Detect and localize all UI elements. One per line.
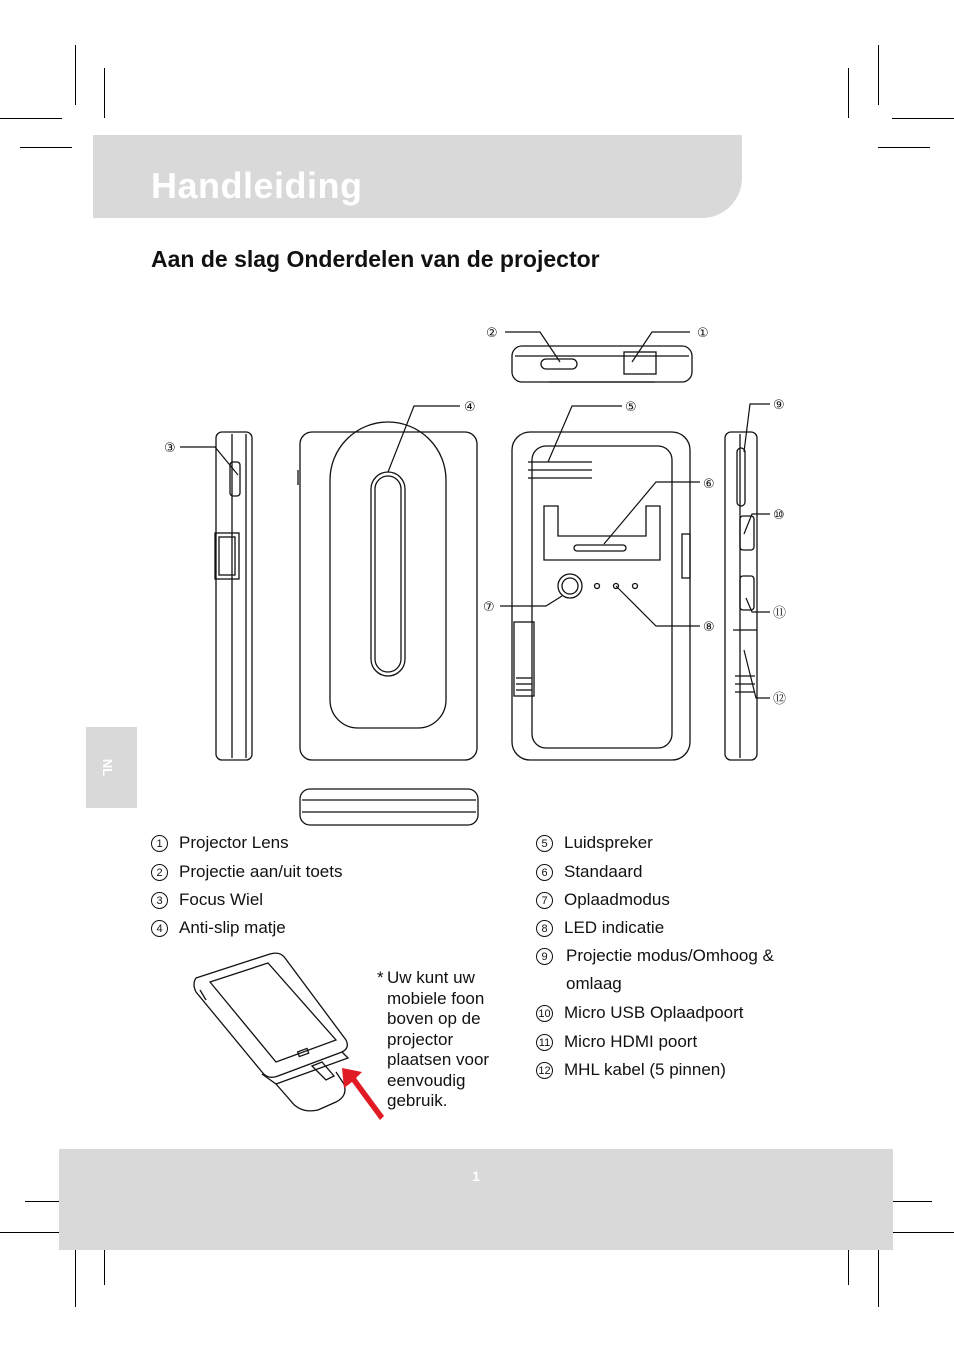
crop-mark	[75, 1245, 76, 1307]
legend-item	[536, 1003, 744, 1023]
legend-number: 1	[151, 835, 168, 852]
legend-label: Focus Wiel	[179, 890, 264, 909]
legend-label: Standaard	[564, 862, 643, 881]
note-text: Uw kunt uw mobiele foon boven op de projector plaatsen voor eenvoudig gebruik.	[387, 968, 490, 1110]
crop-mark	[892, 1232, 954, 1233]
legend-label: MHL kabel (5 pinnen)	[564, 1060, 726, 1079]
callout-4: ④	[464, 400, 476, 415]
legend-item	[536, 942, 776, 998]
legend-item	[536, 1032, 697, 1052]
callout-10: ⑩	[773, 508, 785, 523]
footer-bar	[59, 1149, 893, 1250]
callout-3: ③	[164, 441, 176, 456]
callout-12: ⑫	[773, 692, 787, 707]
projector-top-view	[512, 346, 692, 382]
callout-2: ②	[486, 326, 498, 341]
legend-number: 12	[536, 1062, 553, 1079]
callout-8: ⑧	[703, 620, 715, 635]
legend-label: Oplaadmodus	[564, 890, 670, 909]
callout-leaders	[180, 332, 770, 698]
legend-number: 10	[536, 1005, 553, 1022]
legend-label: Projector Lens	[179, 833, 289, 852]
crop-mark	[878, 1245, 879, 1307]
language-label: NL	[100, 758, 116, 777]
legend-number: 4	[151, 920, 168, 937]
legend-number: 5	[536, 835, 553, 852]
legend-item	[151, 833, 289, 853]
legend-label: Luidspreker	[564, 833, 653, 852]
callout-11: ⑪	[773, 606, 787, 621]
section-title: Aan de slag Onderdelen van de projector	[151, 246, 600, 272]
phone-illustration	[194, 953, 348, 1111]
legend-number: 3	[151, 892, 168, 909]
legend-item	[151, 862, 342, 882]
page-title: Handleiding	[151, 165, 363, 206]
legend-label: Micro HDMI poort	[564, 1032, 698, 1051]
legend-label: Micro USB Oplaadpoort	[564, 1003, 744, 1022]
note-marker: *	[377, 968, 384, 987]
page-number: 1	[472, 1168, 480, 1184]
legend-item	[151, 918, 286, 938]
projector-back-view	[512, 432, 690, 760]
legend-number: 6	[536, 864, 553, 881]
projector-bottom-view	[300, 789, 478, 825]
legend-item	[536, 833, 653, 853]
legend-item	[536, 1060, 726, 1080]
legend-label: Projectie modus/Omhoog & omlaag	[566, 946, 774, 993]
callout-5: ⑤	[625, 400, 637, 415]
legend-item	[151, 890, 263, 910]
callout-6: ⑥	[703, 477, 715, 492]
insert-arrow	[342, 1068, 384, 1120]
legend-number: 9	[536, 948, 553, 965]
projector-right-side-view	[725, 432, 757, 760]
legend-label: Anti-slip matje	[179, 918, 286, 937]
legend-number: 11	[536, 1034, 553, 1051]
callout-7: ⑦	[483, 600, 495, 615]
projector-front-view	[298, 422, 477, 760]
legend-item	[536, 918, 664, 938]
crop-mark	[0, 1232, 62, 1233]
legend-item	[536, 890, 670, 910]
legend-number: 7	[536, 892, 553, 909]
projector-left-side-view	[215, 432, 252, 760]
callout-1: ①	[697, 326, 709, 341]
legend-number: 8	[536, 920, 553, 937]
callout-9: ⑨	[773, 398, 785, 413]
legend-item	[536, 862, 642, 882]
legend-number: 2	[151, 864, 168, 881]
legend-label: LED indicatie	[564, 918, 665, 937]
legend-label: Projectie aan/uit toets	[179, 862, 343, 881]
